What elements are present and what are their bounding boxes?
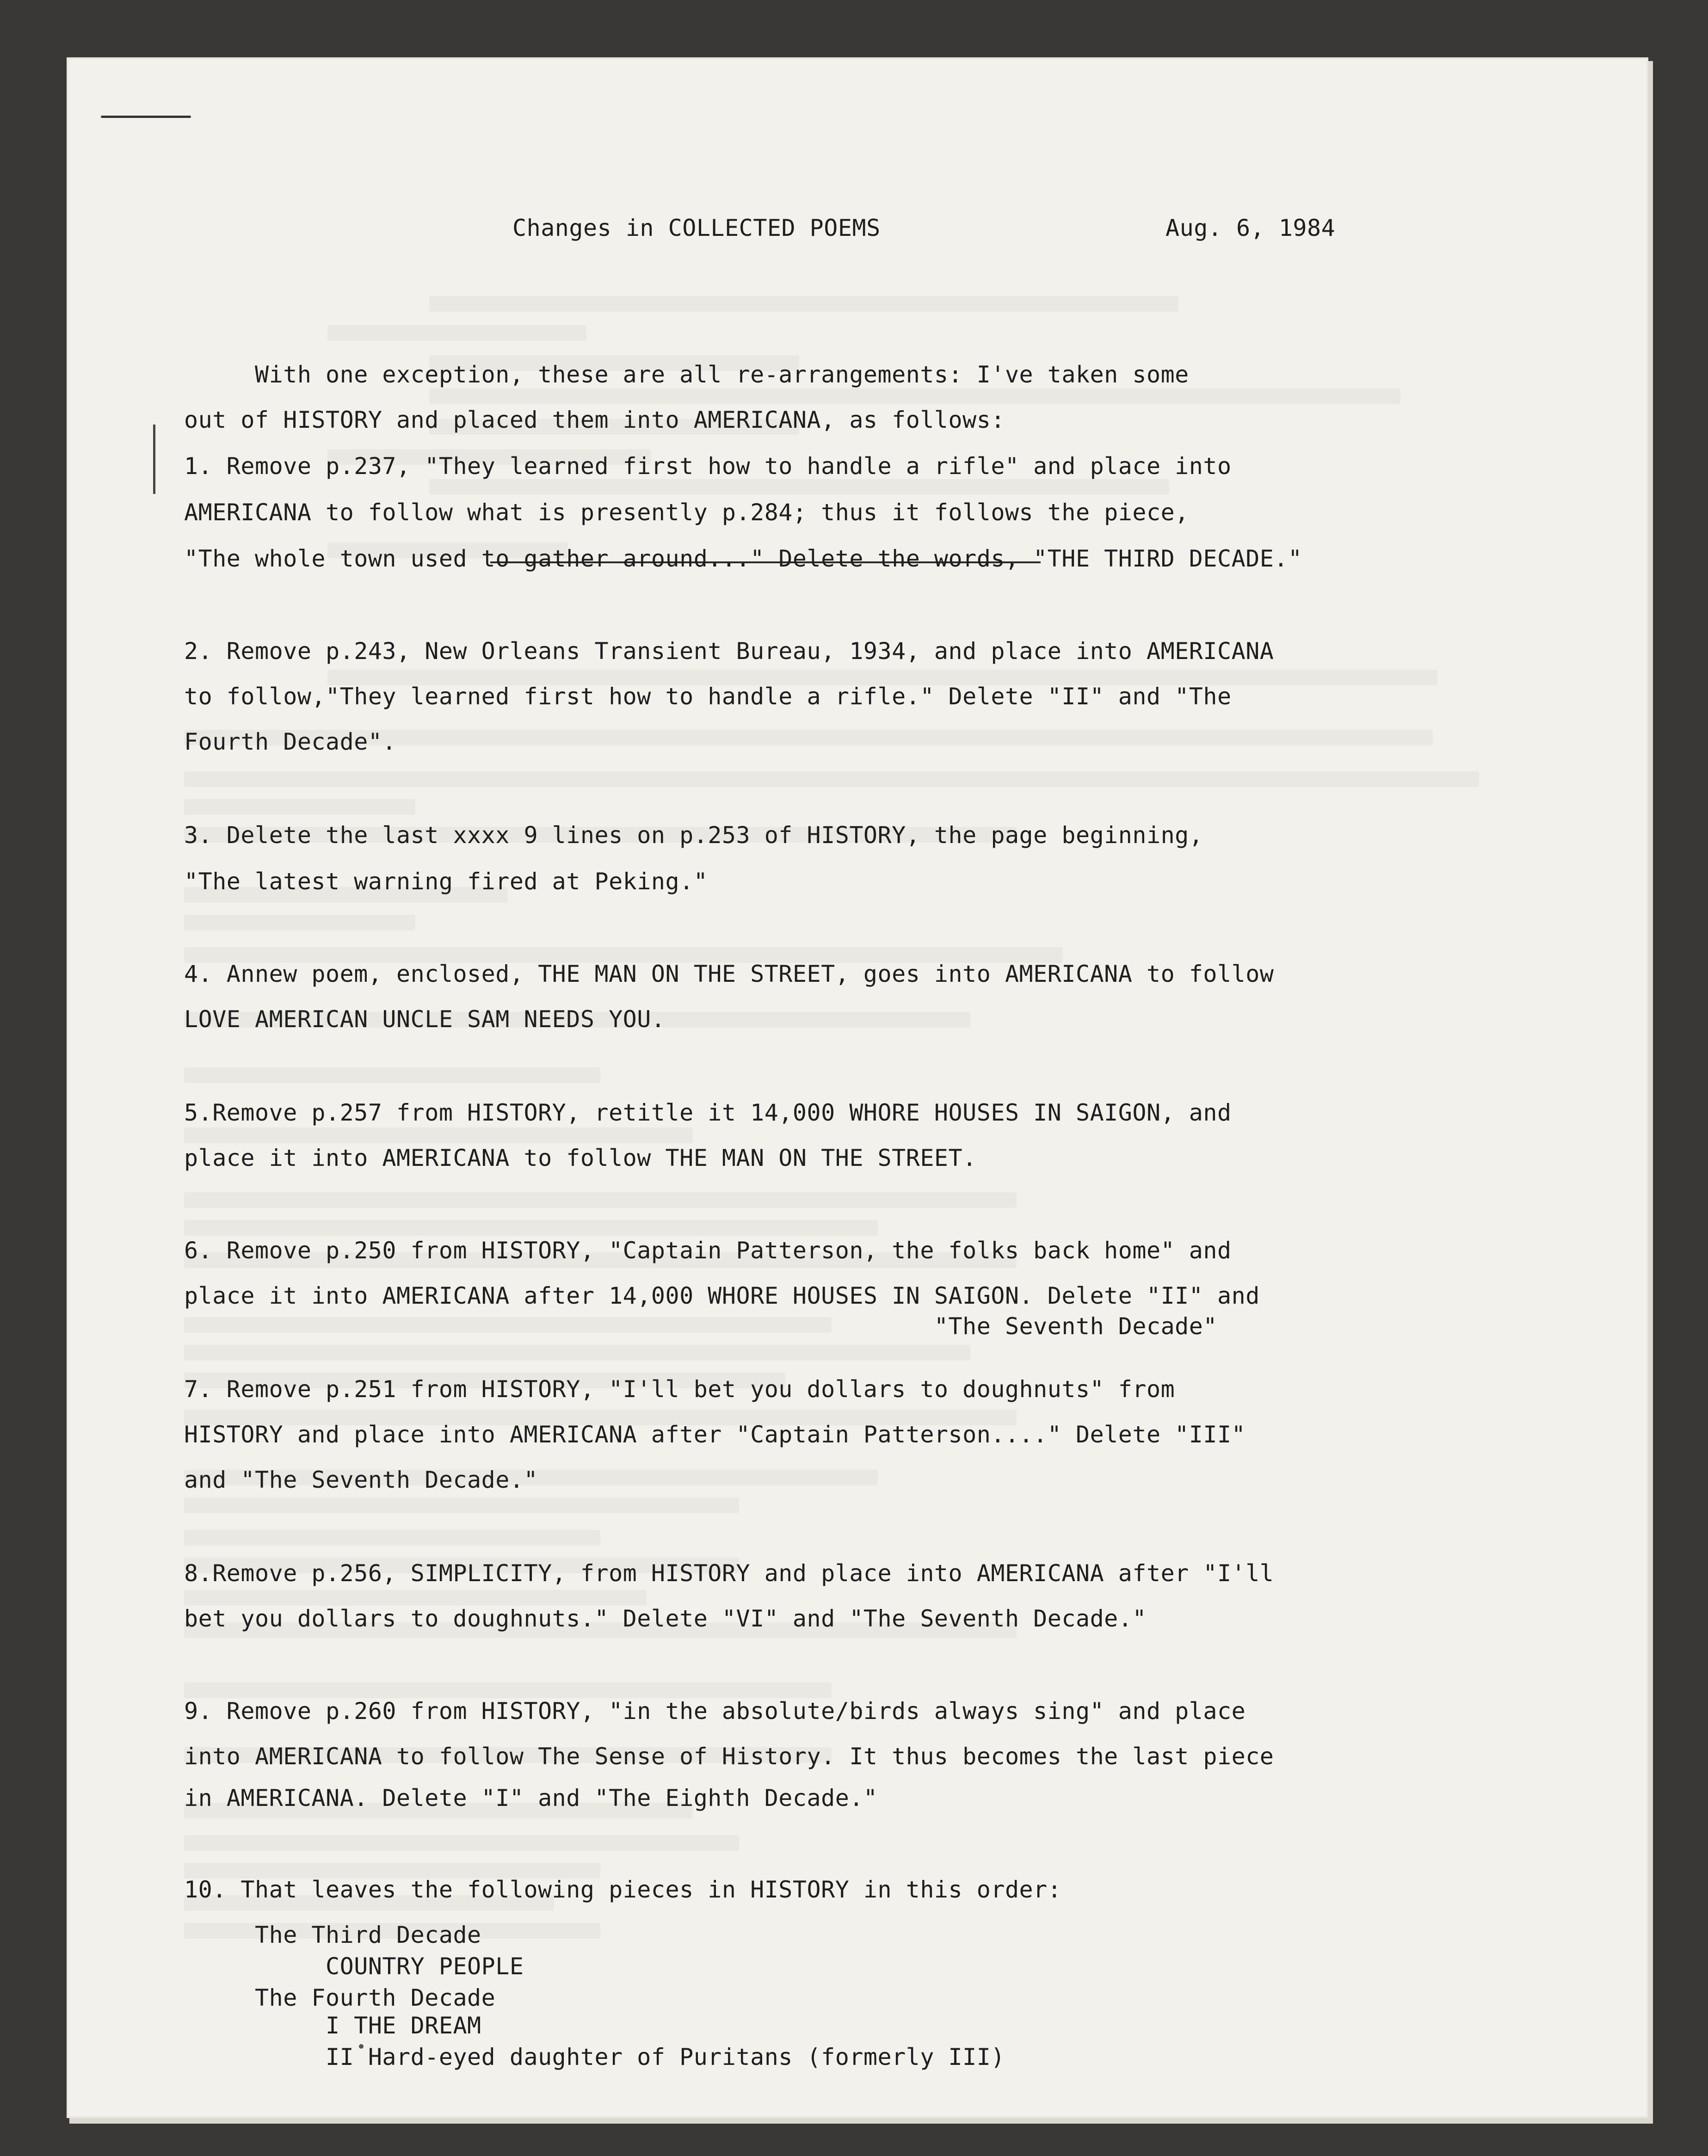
margin-mark	[153, 425, 155, 494]
item-3-line: 3. Delete the last xxxx 9 lines on p.253 of HISTORY, the page beginning,	[184, 822, 1203, 849]
item-2-line: 2. Remove p.243, New Orleans Transient Bureau, 1934, and place into AMERICANA	[184, 638, 1274, 665]
item-2-line: to follow,"They learned first how to handle a rifle." Delete "II" and "The	[184, 683, 1232, 710]
item-1-line: 1. Remove p.237, "They learned first how to handle a rifle" and place into	[184, 453, 1232, 480]
item-4-line: LOVE AMERICAN UNCLE SAM NEEDS YOU.	[184, 1006, 666, 1033]
item-10-line: 10. That leaves the following pieces in HISTORY in this order:	[184, 1876, 1062, 1903]
history-list-entry: The Third Decade	[184, 1922, 481, 1948]
document-page	[68, 59, 1646, 2116]
item-4-line: 4. Annew poem, enclosed, THE MAN ON THE STREET, goes into AMERICANA to follow	[184, 961, 1274, 987]
item-1-line: AMERICANA to follow what is presently p.284; thus it follows the piece,	[184, 499, 1189, 526]
item-6-line: place it into AMERICANA after 14,000 WHORE HOUSES IN SAIGON. Delete "II" and	[184, 1282, 1260, 1309]
item-8-line: 8.Remove p.256, SIMPLICITY, from HISTORY and place into AMERICANA after "I'll	[184, 1560, 1274, 1587]
intro-line-2: out of HISTORY and placed them into AMERICANA, as follows:	[184, 407, 1005, 433]
intro-line-1: With one exception, these are all re-arrangements: I've taken some	[184, 361, 1189, 388]
history-list-entry: II Hard-eyed daughter of Puritans (formerly III)	[184, 2044, 1005, 2070]
item-6-line: 6. Remove p.250 from HISTORY, "Captain Patterson, the folks back home" and	[184, 1237, 1232, 1264]
item-1-line: "The whole town used to gather around..." Delete the words, "THE THIRD DECADE."	[184, 545, 1302, 572]
history-list-entry: I THE DREAM	[184, 2012, 481, 2039]
item-5-line: 5.Remove p.257 from HISTORY, retitle it 14,000 WHORE HOUSES IN SAIGON, and	[184, 1099, 1232, 1126]
item-9-line: into AMERICANA to follow The Sense of History. It thus becomes the last piece	[184, 1743, 1274, 1770]
item-7-line: 7. Remove p.251 from HISTORY, "I'll bet you dollars to doughnuts" from	[184, 1376, 1175, 1403]
item-8-line: bet you dollars to doughnuts." Delete "VI" and "The Seventh Decade."	[184, 1605, 1147, 1632]
item-7-line: HISTORY and place into AMERICANA after "Captain Patterson...." Delete "III"	[184, 1421, 1246, 1448]
document-date: Aug. 6, 1984	[1165, 215, 1336, 241]
item-2-line: Fourth Decade".	[184, 728, 397, 755]
item-9-line: in AMERICANA. Delete "I" and "The Eighth Decade."	[184, 1785, 878, 1811]
document-title: Changes in COLLECTED POEMS	[512, 215, 881, 241]
item-7-line: and "The Seventh Decade."	[184, 1466, 538, 1493]
history-list-entry: COUNTRY PEOPLE	[184, 1953, 524, 1980]
pencil-mark	[101, 116, 191, 118]
item-6-line: "The Seventh Decade"	[184, 1313, 1217, 1340]
item-9-line: 9. Remove p.260 from HISTORY, "in the absolute/birds always sing" and place	[184, 1698, 1246, 1725]
item-5-line: place it into AMERICANA to follow THE MAN ON THE STREET.	[184, 1145, 977, 1171]
history-list-entry: The Fourth Decade	[184, 1984, 496, 2011]
item-3-line: "The latest warning fired at Peking."	[184, 868, 708, 895]
